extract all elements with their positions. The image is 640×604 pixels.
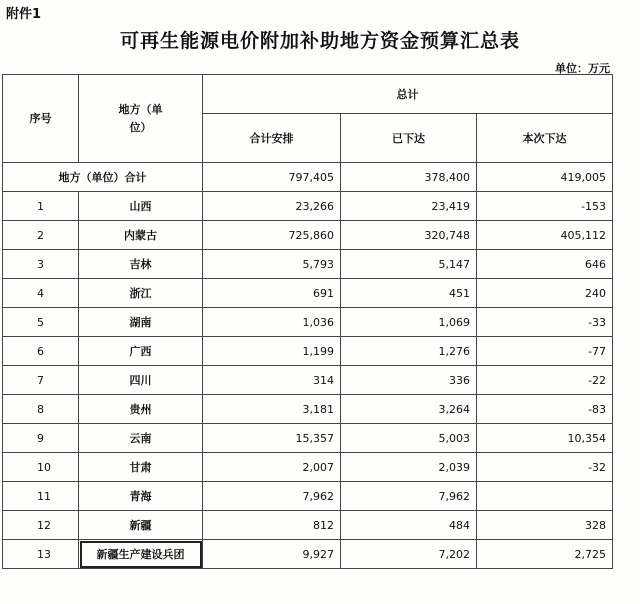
row-seq: 11	[3, 482, 79, 511]
row-region: 甘肃	[79, 453, 203, 482]
unit-label: 单位：万元	[555, 62, 610, 75]
row-issued: 320,748	[341, 221, 477, 250]
row-region: 新疆	[79, 511, 203, 540]
total-current: 419,005	[477, 163, 613, 192]
table-row	[3, 250, 613, 279]
row-issued: 3,264	[341, 395, 477, 424]
budget-table-body	[3, 75, 613, 569]
row-planned: 9,927	[203, 540, 341, 569]
header-row-1	[3, 75, 613, 114]
row-current: -22	[477, 366, 613, 395]
budget-table	[2, 74, 613, 569]
header-seq: 序号	[3, 75, 79, 163]
table-row	[3, 279, 613, 308]
table-row	[3, 337, 613, 366]
row-current: -32	[477, 453, 613, 482]
row-current: 10,354	[477, 424, 613, 453]
total-label: 地方（单位）合计	[3, 163, 203, 192]
document-title: 可再生能源电价附加补助地方资金预算汇总表	[119, 30, 520, 52]
table-row	[3, 424, 613, 453]
row-planned: 23,266	[203, 192, 341, 221]
row-current: 405,112	[477, 221, 613, 250]
row-current: -33	[477, 308, 613, 337]
row-planned: 1,199	[203, 337, 341, 366]
attachment-label: 附件1	[6, 7, 42, 22]
header-region-text: 地方（单位）	[118, 102, 163, 134]
table-row	[3, 511, 613, 540]
row-region: 新疆生产建设兵团	[79, 540, 203, 569]
row-seq: 6	[3, 337, 79, 366]
row-current	[477, 482, 613, 511]
row-region: 广西	[79, 337, 203, 366]
row-region: 吉林	[79, 250, 203, 279]
row-current: 646	[477, 250, 613, 279]
row-seq: 13	[3, 540, 79, 569]
row-current: 328	[477, 511, 613, 540]
row-seq: 4	[3, 279, 79, 308]
row-issued: 1,276	[341, 337, 477, 366]
row-planned: 691	[203, 279, 341, 308]
total-row	[3, 163, 613, 192]
row-current: -77	[477, 337, 613, 366]
row-seq: 8	[3, 395, 79, 424]
row-region: 云南	[79, 424, 203, 453]
row-current: -83	[477, 395, 613, 424]
header-total: 总计	[203, 75, 613, 114]
table-row	[3, 192, 613, 221]
table-row	[3, 308, 613, 337]
row-seq: 9	[3, 424, 79, 453]
header-issued: 已下达	[341, 114, 477, 163]
row-seq: 3	[3, 250, 79, 279]
row-planned: 1,036	[203, 308, 341, 337]
table-row	[3, 366, 613, 395]
row-planned: 7,962	[203, 482, 341, 511]
row-region: 山西	[79, 192, 203, 221]
row-issued: 451	[341, 279, 477, 308]
table-row	[3, 540, 613, 569]
table-row	[3, 221, 613, 250]
row-issued: 2,039	[341, 453, 477, 482]
row-planned: 725,860	[203, 221, 341, 250]
row-planned: 15,357	[203, 424, 341, 453]
row-seq: 12	[3, 511, 79, 540]
row-seq: 5	[3, 308, 79, 337]
row-seq: 7	[3, 366, 79, 395]
row-issued: 484	[341, 511, 477, 540]
table-row	[3, 395, 613, 424]
header-current: 本次下达	[477, 114, 613, 163]
row-issued: 1,069	[341, 308, 477, 337]
row-planned: 3,181	[203, 395, 341, 424]
row-current: 240	[477, 279, 613, 308]
row-region: 内蒙古	[79, 221, 203, 250]
row-issued: 7,962	[341, 482, 477, 511]
table-row	[3, 482, 613, 511]
row-planned: 2,007	[203, 453, 341, 482]
header-planned: 合计安排	[203, 114, 341, 163]
row-issued: 336	[341, 366, 477, 395]
row-planned: 314	[203, 366, 341, 395]
row-seq: 2	[3, 221, 79, 250]
table-row	[3, 453, 613, 482]
row-seq: 1	[3, 192, 79, 221]
row-issued: 23,419	[341, 192, 477, 221]
row-region: 浙江	[79, 279, 203, 308]
row-current: -153	[477, 192, 613, 221]
row-region: 湖南	[79, 308, 203, 337]
row-region: 四川	[79, 366, 203, 395]
row-issued: 5,147	[341, 250, 477, 279]
row-issued: 5,003	[341, 424, 477, 453]
total-planned: 797,405	[203, 163, 341, 192]
total-issued: 378,400	[341, 163, 477, 192]
row-region: 青海	[79, 482, 203, 511]
row-region: 贵州	[79, 395, 203, 424]
row-seq: 10	[3, 453, 79, 482]
header-region	[79, 75, 203, 163]
row-planned: 5,793	[203, 250, 341, 279]
row-current: 2,725	[477, 540, 613, 569]
row-issued: 7,202	[341, 540, 477, 569]
row-planned: 812	[203, 511, 341, 540]
